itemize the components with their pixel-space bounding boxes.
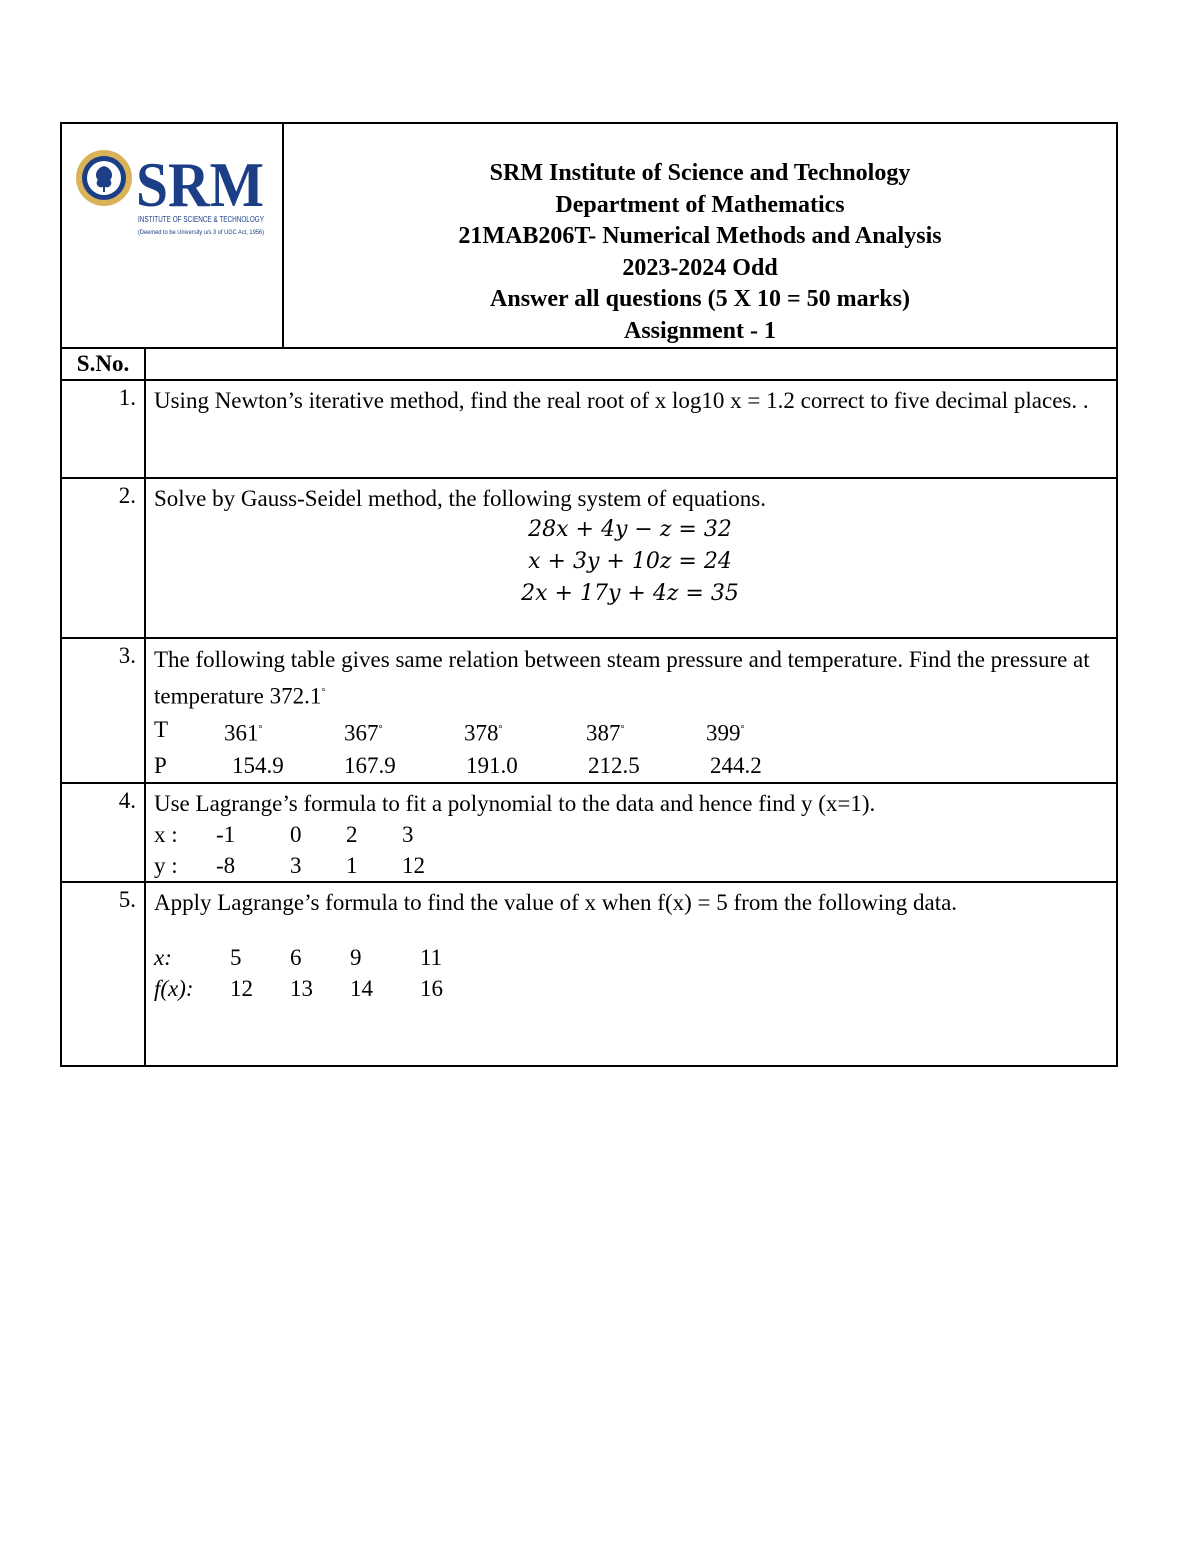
degree-mark: ° — [321, 687, 326, 698]
y-value: 1 — [346, 853, 358, 879]
x-value: 9 — [350, 945, 362, 971]
assignment-title: Assignment - 1 — [623, 317, 776, 344]
q4-x-row — [154, 819, 1106, 850]
academic-year: 2023-2024 Odd — [622, 254, 778, 281]
p-value: 154.9 — [232, 753, 284, 779]
p-value: 191.0 — [466, 753, 518, 779]
x-value: 0 — [290, 822, 302, 848]
x-value: 5 — [230, 945, 242, 971]
f-value: 16 — [420, 976, 443, 1002]
q5-text: Apply Lagrange’s formula to find the value of x when f(x) = 5 from the following data. — [154, 890, 958, 916]
y-value: 12 — [402, 853, 425, 879]
t-value: 367° — [344, 720, 383, 746]
header-cell — [283, 123, 1117, 348]
q2-equation-3: 2x + 17y + 4z = 35 — [521, 581, 739, 606]
q2-equation-2: x + 3y + 10z = 24 — [528, 549, 732, 574]
y-value: -8 — [216, 853, 236, 879]
assignment-table — [60, 122, 1118, 1067]
logo-wordmark: SRM — [136, 149, 264, 220]
q3-pressure-row — [154, 749, 1106, 782]
y-value: 3 — [290, 853, 302, 879]
f-value: 12 — [230, 976, 253, 1002]
p-value: 244.2 — [710, 753, 762, 779]
department-name: Department of Mathematics — [555, 191, 845, 218]
q3-cell — [145, 638, 1117, 783]
q3-text-wrap — [154, 643, 1106, 713]
q5-number: 5. — [61, 882, 145, 1066]
q2-cell — [145, 478, 1117, 638]
q2-number: 2. — [61, 478, 145, 638]
q4-number: 4. — [61, 783, 145, 882]
marks-instruction: Answer all questions (5 X 10 = 50 marks) — [490, 286, 910, 312]
q2-text: Solve by Gauss-Seidel method, the following system of equations. — [154, 486, 766, 511]
sno-header: S.No. — [61, 348, 145, 380]
q3-text: The following table gives same relation between steam pressure and temperature. Find the pressure at temperature 372.1 — [154, 647, 1090, 709]
q4-text: Use Lagrange’s formula to fit a polynomial to the data and hence find y (x=1). — [154, 791, 876, 817]
x-label: x: — [154, 945, 172, 971]
p-label: P — [154, 753, 167, 779]
header-blank — [145, 348, 1117, 380]
p-value: 167.9 — [344, 753, 396, 779]
x-value: -1 — [216, 822, 236, 848]
f-value: 14 — [350, 976, 373, 1002]
q3-number: 3. — [61, 638, 145, 783]
q3-temperature-row — [154, 713, 1106, 750]
x-value: 2 — [346, 822, 358, 848]
q5-cell — [145, 882, 1117, 1066]
q1-number: 1. — [61, 380, 145, 478]
logo-cell — [61, 123, 283, 348]
y-label: y : — [154, 853, 178, 879]
x-label: x : — [154, 822, 178, 848]
q2-equation-1: 28x + 4y − z = 32 — [528, 517, 732, 542]
t-value: 378° — [464, 720, 503, 746]
x-value: 11 — [420, 945, 443, 971]
x-value: 6 — [290, 945, 302, 971]
logo-line1: INSTITUTE OF SCIENCE & TECHNOLOGY — [138, 215, 265, 224]
q4-y-row — [154, 850, 1106, 881]
institute-name: SRM Institute of Science and Technology — [489, 160, 911, 186]
p-value: 212.5 — [588, 753, 640, 779]
t-value: 361° — [224, 720, 263, 746]
course-title: 21MAB206T- Numerical Methods and Analysis — [458, 223, 942, 249]
q4-cell — [145, 783, 1117, 882]
t-label: T — [154, 716, 169, 742]
f-label: f(x): — [154, 976, 194, 1002]
srm-logo — [74, 126, 274, 256]
logo-line2: (Deemed to be University u/s 3 of UGC Act, 1956) — [138, 230, 264, 236]
x-value: 3 — [402, 822, 414, 848]
f-value: 13 — [290, 976, 313, 1002]
q5-x-row — [154, 942, 1106, 973]
t-value: 387° — [586, 720, 625, 746]
q5-f-row — [154, 973, 1106, 1004]
q1-text: Using Newton’s iterative method, find the real root of x log10 x = 1.2 correct to five decimal places. . — [145, 380, 1117, 478]
t-value: 399° — [706, 720, 745, 746]
